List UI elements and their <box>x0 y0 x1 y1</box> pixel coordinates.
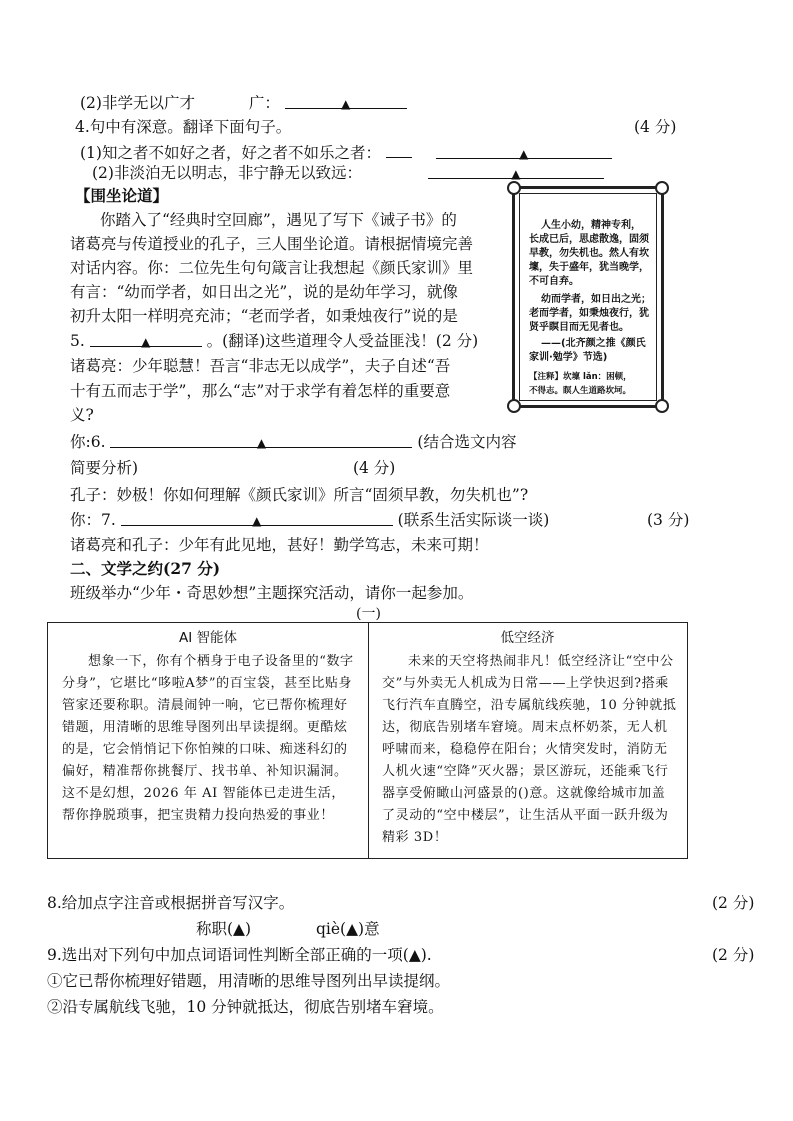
item-2-blank-label: 广： <box>248 94 280 112</box>
reading-table <box>47 622 688 859</box>
frame-corner-icon <box>507 181 521 195</box>
score-q6: (4 分) <box>352 459 396 477</box>
frame-corner-icon <box>655 399 669 413</box>
answer-blank[interactable] <box>386 141 412 158</box>
q4-1-text: (1)知之者不如好之者，好之者不如乐之者： <box>80 144 381 162</box>
item-2-text <box>80 92 407 114</box>
excerpt-line: 幼而学者，如日出之光； <box>541 294 651 305</box>
score-q4: (4 分) <box>634 118 677 136</box>
triangle-icon: ▲ <box>256 436 267 450</box>
triangle-icon: ▲ <box>341 97 351 111</box>
triangle-icon: ▲ <box>141 335 151 349</box>
q6-hint: (结合选文内容 <box>417 433 517 451</box>
frame-corner-icon <box>507 399 521 413</box>
question-6-cont <box>70 457 395 479</box>
excerpt-line: 老而学者，如秉烛夜行，犹 <box>529 308 649 319</box>
frame-corner-icon <box>655 181 669 195</box>
table-column-ai <box>48 623 369 858</box>
q5-text: 。(翻译)这些道理令人受益匪浅！(2 分) <box>206 332 479 350</box>
column-body: 未来的天空将热闹非凡！低空经济让“空中公交”与外卖无人机成为日常——上学快迟到?搭乘飞行汽车直腾空，沿专属航线疾驰，10 分钟就抵达，彻底告别堵车窘境。周末点杯奶茶，无人机呼啸而来，稳稳停在阳台；火情突发时，消防无人机火速“空降”灭火器；景区游玩，还能乘飞行器享受俯瞰山河盛景的()意。这就像给城市加盖了灵动的“空中楼层”，让生活从平面一跃升级为精彩 3D！ <box>382 654 677 845</box>
para-line: 班级举办“少年・奇思妙想”主题探究活动，请你一起参加。 <box>70 584 474 602</box>
answer-blank[interactable] <box>436 142 612 159</box>
excerpt-line: 不可自弃。 <box>529 276 579 287</box>
excerpt-line: 贤乎瞑目而无见者也。 <box>529 322 629 333</box>
answer-blank[interactable] <box>428 162 604 179</box>
excerpt-image <box>512 186 664 408</box>
q4-2-text: (2)非淡泊无以明志，非宁静无以致远： <box>92 164 362 182</box>
question-4-2 <box>92 162 604 184</box>
para-line: 孔子：妙极！你如何理解《颜氏家训》所言“固须早教，勿失机也”? <box>70 486 529 504</box>
para-line: 十有五而志于学”，那么“志”对于求学有着怎样的重要意 <box>70 382 451 400</box>
column-body: 想象一下，你有个栖身于电子设备里的“数字分身”，它堪比“哆啦A梦”的百宝袋，甚至比贴身管家还要称职。清晨闹钟一响，它已帮你梳理好错题，用清晰的思维导图列出早读提纲。更酷炫的是，它会悄悄记下你怕辣的口味、痴迷科幻的偏好，精准帮你挑餐厅、找书单、补知识漏洞。这不是幻想，2026 年 AI 智能体已走进生活，帮你挣脱琐事，把宝贵精力投向热爱的事业！ <box>62 654 354 823</box>
question-5 <box>70 330 478 352</box>
excerpt-note: 不得志。瞑人生道路坎坷。 <box>529 386 632 396</box>
question-8: 8.给加点字注音或根据拼音写汉字。 <box>47 894 295 912</box>
para-line: 对话内容。你：二位先生句句箴言让我想起《颜氏家训》里 <box>70 259 474 277</box>
answer-blank[interactable] <box>121 509 393 526</box>
q9-sentence-1: ①它已帮你梳理好错题，用清晰的思维导图列出早读提纲。 <box>47 972 451 990</box>
triangle-icon: ▲ <box>511 167 521 181</box>
para-line: 你踏入了“经典时空回廊”，遇见了写下《诫子书》的 <box>100 211 457 229</box>
excerpt-line: 长成已后，思虑散逸，固须 <box>529 234 649 245</box>
score-q8: (2 分) <box>712 894 755 912</box>
q7-number: 你：7. <box>70 511 116 529</box>
excerpt-note: 【注释】坎壈 lǎn：困顿， <box>529 372 632 382</box>
para-line: 诸葛亮与传道授业的孔子，三人围坐论道。请根据情境完善 <box>70 235 474 253</box>
question-4-title: 4.句中有深意。翻译下面句子。 <box>75 118 292 136</box>
score-q7: (3 分) <box>647 511 690 529</box>
section-2-heading: 二、文学之约(27 分) <box>70 559 221 578</box>
table-column-low-altitude <box>368 623 687 858</box>
para-line: 有言：“幼而学者，如日出之光”，说的是幼年学习，就像 <box>70 283 458 301</box>
excerpt-source: ——(北齐颜之推《颜氏 <box>541 338 646 349</box>
q8-item-a[interactable]: 称职(▲) <box>196 920 252 938</box>
score-q9: (2 分) <box>712 946 755 964</box>
answer-blank[interactable] <box>285 92 407 109</box>
item-2-label: (2)非学无以广才 <box>80 94 195 112</box>
section-heading: 【围坐论道】 <box>75 186 169 205</box>
question-9: 9.选出对下列句中加点词语词性判断全部正确的一项(▲). <box>47 946 432 964</box>
column-title: AI 智能体 <box>178 630 237 646</box>
q6-number: 你:6. <box>70 433 106 451</box>
excerpt-line: 壈，失于盛年，犹当晚学， <box>529 262 649 273</box>
triangle-icon: ▲ <box>252 514 262 528</box>
q9-sentence-2: ②沿专属航线飞驰，10 分钟就抵达，彻底告别堵车窘境。 <box>47 998 444 1016</box>
excerpt-line: 早教，勿失机也。然人有坎 <box>529 248 649 259</box>
answer-blank[interactable] <box>110 431 412 448</box>
sub-heading: (一) <box>356 606 381 622</box>
para-line: 初升太阳一样明亮充沛；“老而学者，如秉烛夜行”说的是 <box>70 307 458 325</box>
question-4-1 <box>80 141 612 164</box>
q7-hint: (联系生活实际谈一谈) <box>397 511 550 529</box>
q8-item-b[interactable]: qiè(▲)意 <box>316 920 380 938</box>
question-7 <box>70 509 549 531</box>
q5-number: 5. <box>70 332 85 350</box>
answer-blank[interactable] <box>90 330 202 347</box>
para-line: 诸葛亮：少年聪慧！吾言“非志无以成学”，夫子自述“吾 <box>70 357 451 375</box>
q6-hint-cont: 简要分析) <box>70 459 139 477</box>
excerpt-source: 家训·勉学》节选) <box>529 352 608 363</box>
para-line: 诸葛亮和孔子：少年有此见地，甚好！勤学笃志，未来可期！ <box>70 536 489 554</box>
para-line: 义? <box>70 406 94 424</box>
question-6 <box>70 431 516 453</box>
excerpt-line: 人生小幼，精神专利， <box>541 220 641 231</box>
triangle-icon: ▲ <box>519 147 529 161</box>
column-title: 低空经济 <box>500 630 555 646</box>
